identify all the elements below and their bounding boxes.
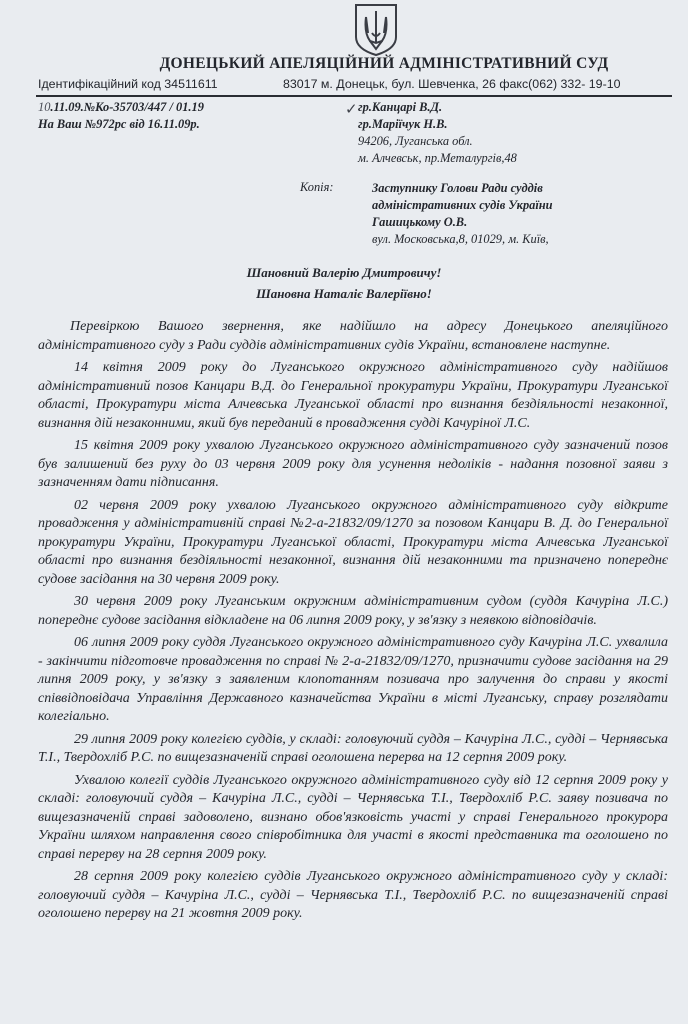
greeting-line: Шановний Валерію Дмитровичу! <box>246 265 442 280</box>
body-paragraph: 06 липня 2009 року суддя Луганського окружного адміністративного суду Качуріна Л.С. ухвалила - закінчити підготовче провадження по справі № 2-а-21832/09/1270, призначити судове засідання на 29 липня 2009 року, у зв'язку з заявленим клопотанням позивача про залучення до справи у якості співвідповідача Управління Державного казначейства України в місті Луганську, справу розглядати колегіально. <box>38 635 668 724</box>
addressee-address: 94206, Луганська обл. <box>358 134 473 148</box>
addressee-address: м. Алчевськ, пр.Металургів,48 <box>358 151 517 165</box>
reply-to-number: На Ваш №972рс від 16.11.09р. <box>38 117 200 131</box>
copy-recipient-block <box>372 180 553 248</box>
copy-recipient-name: Гашицькому О.В. <box>372 215 468 229</box>
addressee-name: гр.Маріїчук Н.В. <box>358 117 448 131</box>
handwritten-mark: 10 <box>38 100 51 114</box>
addressee-block <box>358 99 517 167</box>
body-paragraph: 28 серпня 2009 року колегією суддів Луганського окружного адміністративного суду у складі: головуючий суддя – Качуріна Л.С., судді – Чернявська Т.І., Твердохліб Р.С. по вищезазначеній справі оголошено перерву на 21 жовтня 2009 року. <box>38 869 668 921</box>
outgoing-number: 10.11.09.№Ко-35703/447 / 01.19 <box>38 100 204 114</box>
body-paragraph: 15 квітня 2009 року ухвалою Луганського окружного адміністративного суду зазначений позов був залишений без руху до 03 червня 2009 року для усунення недоліків - надання позовної заяви з зазначенням дати підписання. <box>38 438 668 490</box>
checkmark-icon: ✓ <box>345 102 358 118</box>
trident-emblem-icon <box>353 3 399 57</box>
body-paragraph: 14 квітня 2009 року до Луганського окружного адміністративного суду надійшов адміністративний позов Канцари В.Д. до Генеральної прокуратури України, Прокуратури Луганської області, Прокуратури міста Алчевська Луганської області про визнання бездіяльності незаконної, визнання дій незаконними, який був переданий в провадження судді Качуріної Л.С. <box>38 360 668 431</box>
copy-recipient-title: Заступнику Голови Ради суддів <box>372 181 543 195</box>
body-paragraph: 30 червня 2009 року Луганським окружним адміністративним судом (суддя Качуріна Л.С.) попереднє судове засідання відкладене на 06 липня 2009 року, у зв'язку з неявкою відповідачів. <box>38 594 668 628</box>
body-paragraph: 02 червня 2009 року ухвалою Луганського окружного адміністративного суду відкрите провадження у адміністративній справі №2-а-21832/09/1270 за позовом Канцари В. Д. до Генеральної прокуратури України, Прокуратури Луганської області, Прокуратури міста Алчевська Луганської області про визнання бездіяльності незаконної, визнання дій незаконними та призначено попереднє судове засідання на 30 червня 2009 року. <box>38 497 668 587</box>
id-code: Ідентифікаційний код 34511611 <box>38 77 218 91</box>
copy-recipient-title: адміністративних судів України <box>372 198 553 212</box>
copy-label: Копія: <box>300 180 334 194</box>
header-divider <box>36 95 672 97</box>
greeting-line: Шановна Наталіє Валеріївно! <box>256 286 432 301</box>
court-name: ДОНЕЦЬКИЙ АПЕЛЯЦІЙНИЙ АДМІНІСТРАТИВНИЙ СУД <box>159 55 609 72</box>
letter-body <box>38 318 668 928</box>
body-paragraph: 29 липня 2009 року колегією суддів, у складі: головуючий суддя – Качуріна Л.С., судді – Чернявська Т.І., Твердохліб Р.С. по вищезазначеній справі оголошена перерва на 12 серпня 2009 року. <box>38 731 668 765</box>
body-paragraph: Перевіркою Вашого звернення, яке надійшло на адресу Донецького апеляційного адміністративного суду з Ради суддів адміністративних судів України, встановлене наступне. <box>38 319 668 353</box>
court-address: 83017 м. Донецьк, бул. Шевченка, 26 факс(062) 332- 19-10 <box>283 77 621 91</box>
court-details <box>38 77 678 91</box>
copy-recipient-address: вул. Московська,8, 01029, м. Київ, <box>372 232 549 246</box>
reference-block <box>38 99 204 133</box>
body-paragraph: Ухвалою колегії суддів Луганського окружного адміністративного суду від 12 серпня 2009 року у складі: головуючий суддя – Качуріна Л.С., судді – Чернявська Т.І., Твердохліб Р.С. заяву позивача по вищезазначеній справі задоволено, визнано обов'язковість участі у справі Генерального прокурора України шляхом направлення свого співробітника для участі в якості представника та оголошено по справі перерву на 28 серпня 2009 року. <box>38 772 668 862</box>
addressee-name: гр.Канцарі В.Д. <box>358 100 443 114</box>
greeting <box>0 262 688 304</box>
